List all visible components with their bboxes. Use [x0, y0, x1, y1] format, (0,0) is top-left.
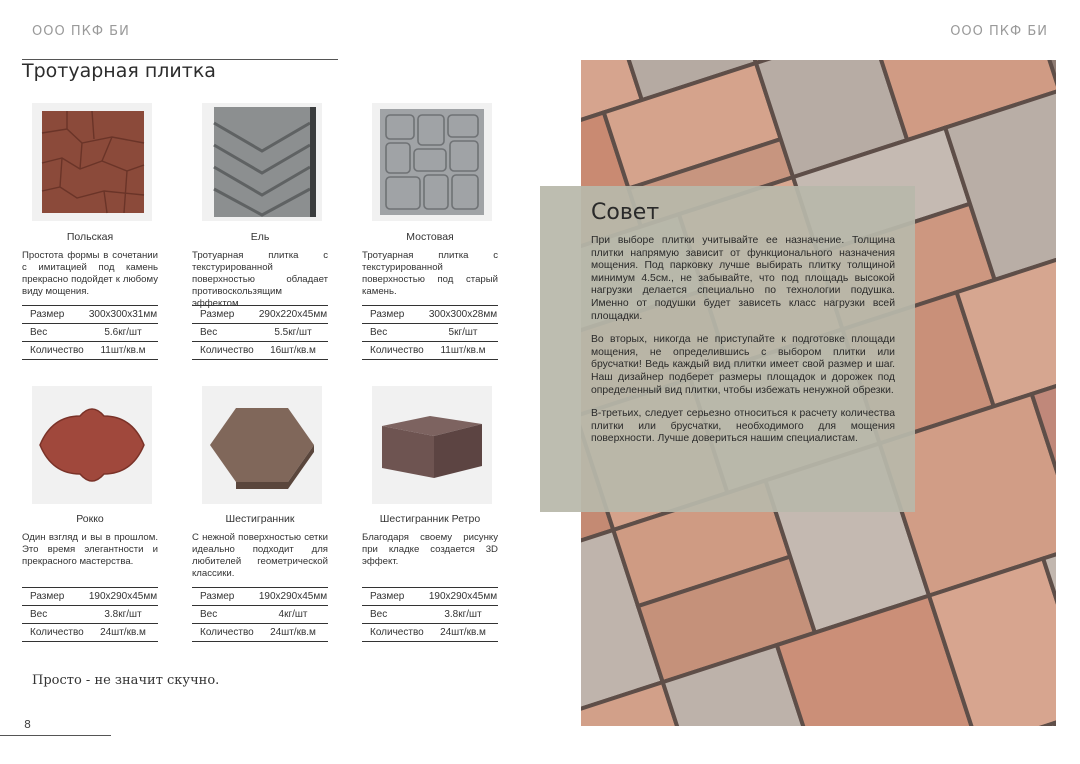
spec-row-quantity — [362, 341, 498, 360]
tile-description: Простота формы в сочетании с имитацией под камень прекрасно подойдет к любому виду мощения. — [22, 250, 158, 297]
spec-label: Вес — [200, 327, 218, 338]
spec-value: 11шт/кв.м — [100, 345, 146, 356]
spec-label: Количество — [30, 627, 84, 638]
spec-value: 190х290х45мм — [258, 591, 328, 602]
spec-table — [22, 587, 158, 642]
spec-row-size — [22, 587, 158, 605]
spec-label: Размер — [200, 591, 235, 602]
spec-label: Вес — [30, 327, 48, 338]
tile-description: С нежной поверхностью сетки идеально подходит для любителей геометрической классики. — [192, 532, 328, 579]
spec-table — [22, 305, 158, 360]
spec-label: Количество — [200, 627, 254, 638]
spec-label: Количество — [200, 345, 254, 356]
spec-row-weight — [22, 605, 158, 623]
spec-label: Вес — [200, 609, 218, 620]
spec-value: 5.6кг/шт — [104, 327, 142, 338]
spec-row-size — [192, 305, 328, 323]
spec-label: Количество — [30, 345, 84, 356]
tile-description: Тротуарная плитка с текстурированной поверхностью обладает противоскользящим эффектом. — [192, 250, 328, 309]
spec-value: 16шт/кв.м — [270, 345, 316, 356]
spec-row-weight — [362, 323, 498, 341]
spec-row-weight — [192, 323, 328, 341]
spec-value: 5кг/шт — [448, 327, 478, 338]
spec-label: Размер — [200, 309, 235, 320]
spec-row-weight — [362, 605, 498, 623]
spec-label: Вес — [30, 609, 48, 620]
page-number: 8 — [24, 718, 31, 731]
tile-photo-rokko — [32, 386, 152, 504]
spec-row-size — [362, 587, 498, 605]
spec-row-quantity — [362, 623, 498, 642]
spec-label: Размер — [30, 591, 65, 602]
spec-row-weight — [22, 323, 158, 341]
tile-description: Благодаря своему рисунку при кладке создается 3D эффект. — [362, 532, 498, 567]
page-number-rule — [0, 735, 111, 736]
slogan: Просто - не значит скучно. — [32, 673, 220, 688]
spec-label: Размер — [30, 309, 65, 320]
spec-row-quantity — [22, 341, 158, 360]
advice-title: Совет — [591, 200, 660, 225]
tile-name: Мостовая — [406, 231, 454, 243]
page-title: Тротуарная плитка — [22, 60, 216, 82]
advice-paragraph: В-третьих, следует серьезно относиться к расчету количества плитки или брусчатки, необходимого для мощения поверхности. Лучше довериться нашим специалистам. — [591, 408, 895, 445]
spec-value: 5.5кг/шт — [274, 327, 312, 338]
spec-label: Количество — [370, 345, 424, 356]
spec-value: 24шт/кв.м — [440, 627, 486, 638]
spec-value: 190х290х45мм — [428, 591, 498, 602]
spec-label: Размер — [370, 309, 405, 320]
advice-paragraph: При выборе плитки учитывайте ее назначение. Толщина плитки напрямую зависит от функционального назначения мощения. Под парковку лучше выбирать плитку толщиной минимум 4.5см., не забывайте, что под площадь высокой нагрузки делается специально по технологии подушка. Именно от подушки будет зависеть класс нагрузки всей площадки. — [591, 235, 895, 322]
spec-table — [362, 305, 498, 360]
spec-row-quantity — [192, 341, 328, 360]
spec-row-size — [192, 587, 328, 605]
tile-name: Шестигранник — [225, 513, 295, 525]
company-name-left: ООО ПКФ БИ — [32, 24, 130, 39]
tile-name: Ель — [250, 231, 270, 243]
spec-value: 3.8кг/шт — [104, 609, 142, 620]
spec-value: 300х300х31мм — [88, 309, 158, 320]
tile-name: Польская — [66, 231, 114, 243]
spec-row-quantity — [192, 623, 328, 642]
spec-row-weight — [192, 605, 328, 623]
spec-row-size — [22, 305, 158, 323]
tile-photo-polskaya — [32, 103, 152, 221]
tile-name: Шестигранник Ретро — [379, 513, 481, 525]
spec-label: Количество — [370, 627, 424, 638]
spec-label: Вес — [370, 327, 388, 338]
tile-name: Рокко — [76, 513, 104, 525]
spec-value: 11шт/кв.м — [440, 345, 486, 356]
tile-photo-shestigrannik-retro — [372, 386, 492, 504]
tile-photo-el — [202, 103, 322, 221]
spec-label: Размер — [370, 591, 405, 602]
tile-photo-mostovaya — [372, 103, 492, 221]
tile-photo-shestigrannik — [202, 386, 322, 504]
spec-value: 300х300х28мм — [428, 309, 498, 320]
tile-description: Тротуарная плитка с текстурированной поверхностью под старый камень. — [362, 250, 498, 297]
spec-row-quantity — [22, 623, 158, 642]
spec-label: Вес — [370, 609, 388, 620]
spec-value: 3.8кг/шт — [444, 609, 482, 620]
tile-description: Один взгляд и вы в прошлом. Это время элегантности и прекрасного мастерства. — [22, 532, 158, 567]
spec-row-size — [362, 305, 498, 323]
spec-value: 24шт/кв.м — [100, 627, 146, 638]
spec-value: 4кг/шт — [278, 609, 308, 620]
company-name-right: ООО ПКФ БИ — [950, 24, 1048, 39]
spec-value: 190х290х45мм — [88, 591, 158, 602]
advice-paragraph: Во вторых, никогда не приступайте к подготовке площади мощения, не определившись с выбором плитки или брусчатки! Ведь каждый вид плитки имеет свой размер и шаг. Наш дизайнер подберет размеры площадок и дорожек под определенный вид плитки, чтобы избежать ненужной обрезки. — [591, 334, 895, 396]
spec-value: 24шт/кв.м — [270, 627, 316, 638]
spec-table — [192, 587, 328, 642]
spec-value: 290х220х45мм — [258, 309, 328, 320]
spec-table — [362, 587, 498, 642]
spec-table — [192, 305, 328, 360]
advice-panel — [540, 186, 915, 512]
